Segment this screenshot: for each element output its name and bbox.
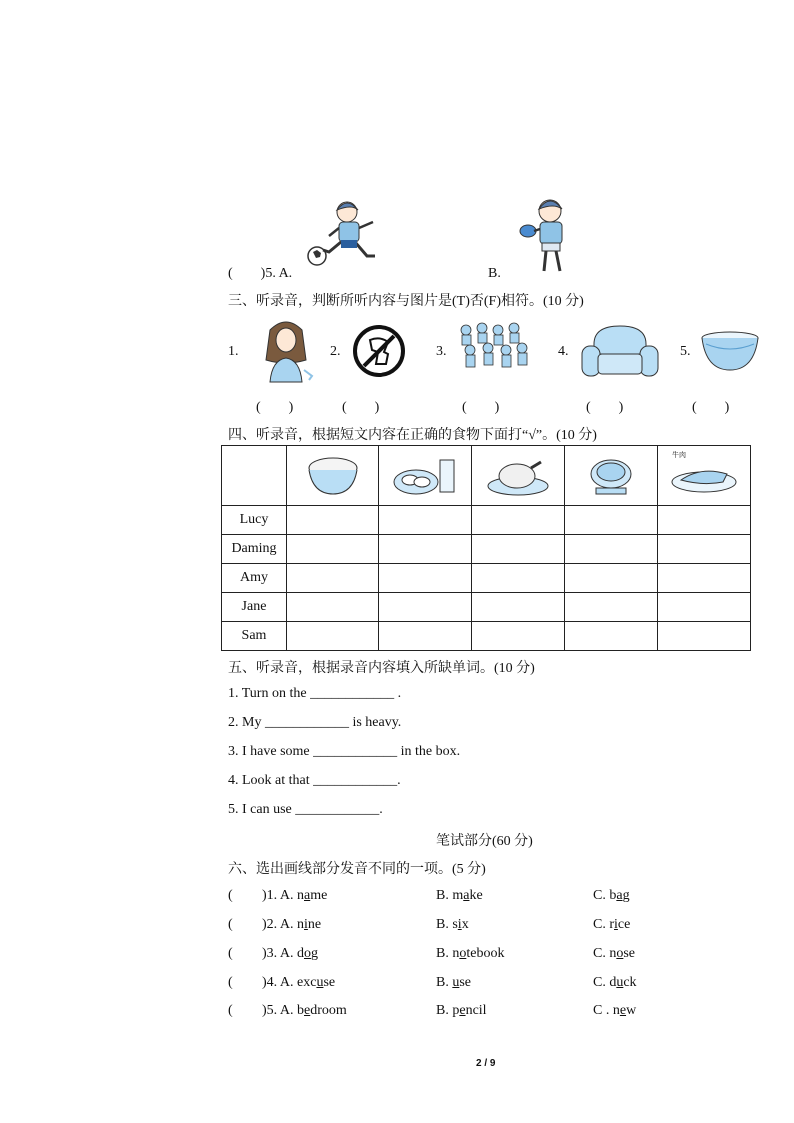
corner-cell	[222, 446, 287, 506]
answer-cell[interactable]	[565, 506, 658, 535]
item-number: 5.	[680, 344, 691, 359]
noodle-bowl-icon	[576, 454, 646, 498]
option-c: C. rice	[593, 917, 631, 932]
fill-blank-line[interactable]: 3. I have some ____________ in the box.	[228, 744, 461, 759]
option-b: B. use	[436, 975, 472, 990]
answer-cell[interactable]	[472, 593, 565, 622]
answer-cell[interactable]	[379, 535, 472, 564]
fill-blank-line[interactable]: 5. I can use ____________.	[228, 802, 383, 817]
option-c: C. bag	[593, 888, 630, 903]
answer-blank[interactable]: ( )	[342, 400, 380, 415]
option-a: )1. A. name	[262, 888, 328, 903]
option-a: )4. A. excuse	[262, 975, 336, 990]
rice-bowl-cell	[287, 446, 379, 506]
answer-cell[interactable]	[472, 564, 565, 593]
table-tennis-boy-illustration	[518, 195, 582, 275]
armchair-illustration	[580, 324, 660, 380]
item-number: 4.	[558, 344, 569, 359]
fill-blank-line[interactable]: 1. Turn on the ____________ .	[228, 686, 402, 701]
item-number: 1.	[228, 344, 239, 359]
answer-cell[interactable]	[287, 593, 379, 622]
answer-cell[interactable]	[565, 564, 658, 593]
section-3-title: 三、听录音，判断所听内容与图片是(T)否(F)相符。(10 分)	[228, 294, 584, 309]
fill-blank-line[interactable]: 2. My ____________ is heavy.	[228, 715, 402, 730]
answer-cell[interactable]	[472, 622, 565, 651]
answer-cell[interactable]	[379, 506, 472, 535]
answer-cell[interactable]	[287, 622, 379, 651]
answer-blank[interactable]: ( )	[462, 400, 500, 415]
table-row	[222, 535, 751, 564]
option-c: C. nose	[593, 946, 636, 961]
egg-milk-cell	[379, 446, 472, 506]
option-b: B. pencil	[436, 1003, 487, 1018]
answer-cell[interactable]	[287, 535, 379, 564]
egg-and-milk-icon	[390, 454, 460, 498]
roast-chicken-icon	[483, 454, 553, 498]
beef-cell	[658, 446, 751, 506]
page-number: 2 / 9	[476, 1058, 496, 1069]
answer-cell[interactable]	[658, 506, 751, 535]
answer-cell[interactable]	[565, 535, 658, 564]
answer-cell[interactable]	[658, 564, 751, 593]
answer-cell[interactable]	[472, 535, 565, 564]
fill-blank-line[interactable]: 4. Look at that ____________.	[228, 773, 401, 788]
section-6-title: 六、选出画线部分发音不同的一项。(5 分)	[228, 862, 486, 877]
bowl-illustration	[700, 330, 760, 372]
option-a: )2. A. nine	[262, 917, 322, 932]
option-c: C. duck	[593, 975, 637, 990]
row-name: Daming	[222, 535, 287, 564]
answer-paren[interactable]: (	[228, 888, 233, 903]
answer-cell[interactable]	[658, 622, 751, 651]
row-name: Lucy	[222, 506, 287, 535]
option-a: )5. A. bedroom	[262, 1003, 347, 1018]
noodles-cell	[565, 446, 658, 506]
table-row	[222, 622, 751, 651]
row-name: Amy	[222, 564, 287, 593]
answer-paren[interactable]: (	[228, 975, 233, 990]
table-row	[222, 564, 751, 593]
answer-cell[interactable]	[379, 564, 472, 593]
section-5-title: 五、听录音，根据录音内容填入所缺单词。(10 分)	[228, 661, 535, 676]
no-talking-sign-icon	[352, 324, 406, 378]
answer-paren[interactable]: (	[228, 1003, 233, 1018]
beef-plate-icon	[669, 454, 739, 498]
chicken-cell	[472, 446, 565, 506]
option-c: C . new	[593, 1003, 637, 1018]
table-row	[222, 593, 751, 622]
answer-cell[interactable]	[658, 593, 751, 622]
answer-blank[interactable]: ( )	[692, 400, 730, 415]
answer-cell[interactable]	[565, 593, 658, 622]
item-number: 2.	[330, 344, 341, 359]
children-group-illustration	[456, 320, 532, 380]
beef-label: 牛肉	[672, 451, 686, 459]
row-name: Sam	[222, 622, 287, 651]
option-b-label: B.	[488, 266, 501, 281]
food-table	[221, 445, 751, 651]
answer-cell[interactable]	[379, 593, 472, 622]
option-b: B. make	[436, 888, 483, 903]
answer-paren[interactable]: (	[228, 917, 233, 932]
answer-cell[interactable]	[658, 535, 751, 564]
answer-paren[interactable]: (	[228, 946, 233, 961]
soccer-boy-illustration	[305, 198, 395, 274]
row-name: Jane	[222, 593, 287, 622]
table-row	[222, 506, 751, 535]
answer-blank[interactable]: ( )	[586, 400, 624, 415]
section-4-title: 四、听录音，根据短文内容在正确的食物下面打“√”。(10 分)	[228, 428, 597, 443]
answer-cell[interactable]	[472, 506, 565, 535]
written-section-title: 笔试部分(60 分)	[436, 834, 533, 849]
answer-cell[interactable]	[379, 622, 472, 651]
question-5-line: ( )5. A.	[228, 266, 293, 281]
girl-illustration	[256, 320, 316, 384]
answer-blank[interactable]: ( )	[256, 400, 294, 415]
answer-cell[interactable]	[287, 506, 379, 535]
rice-bowl-icon	[298, 454, 368, 498]
answer-cell[interactable]	[565, 622, 658, 651]
answer-cell[interactable]	[287, 564, 379, 593]
item-number: 3.	[436, 344, 447, 359]
option-b: B. six	[436, 917, 469, 932]
option-a: )3. A. dog	[262, 946, 318, 961]
option-b: B. notebook	[436, 946, 505, 961]
